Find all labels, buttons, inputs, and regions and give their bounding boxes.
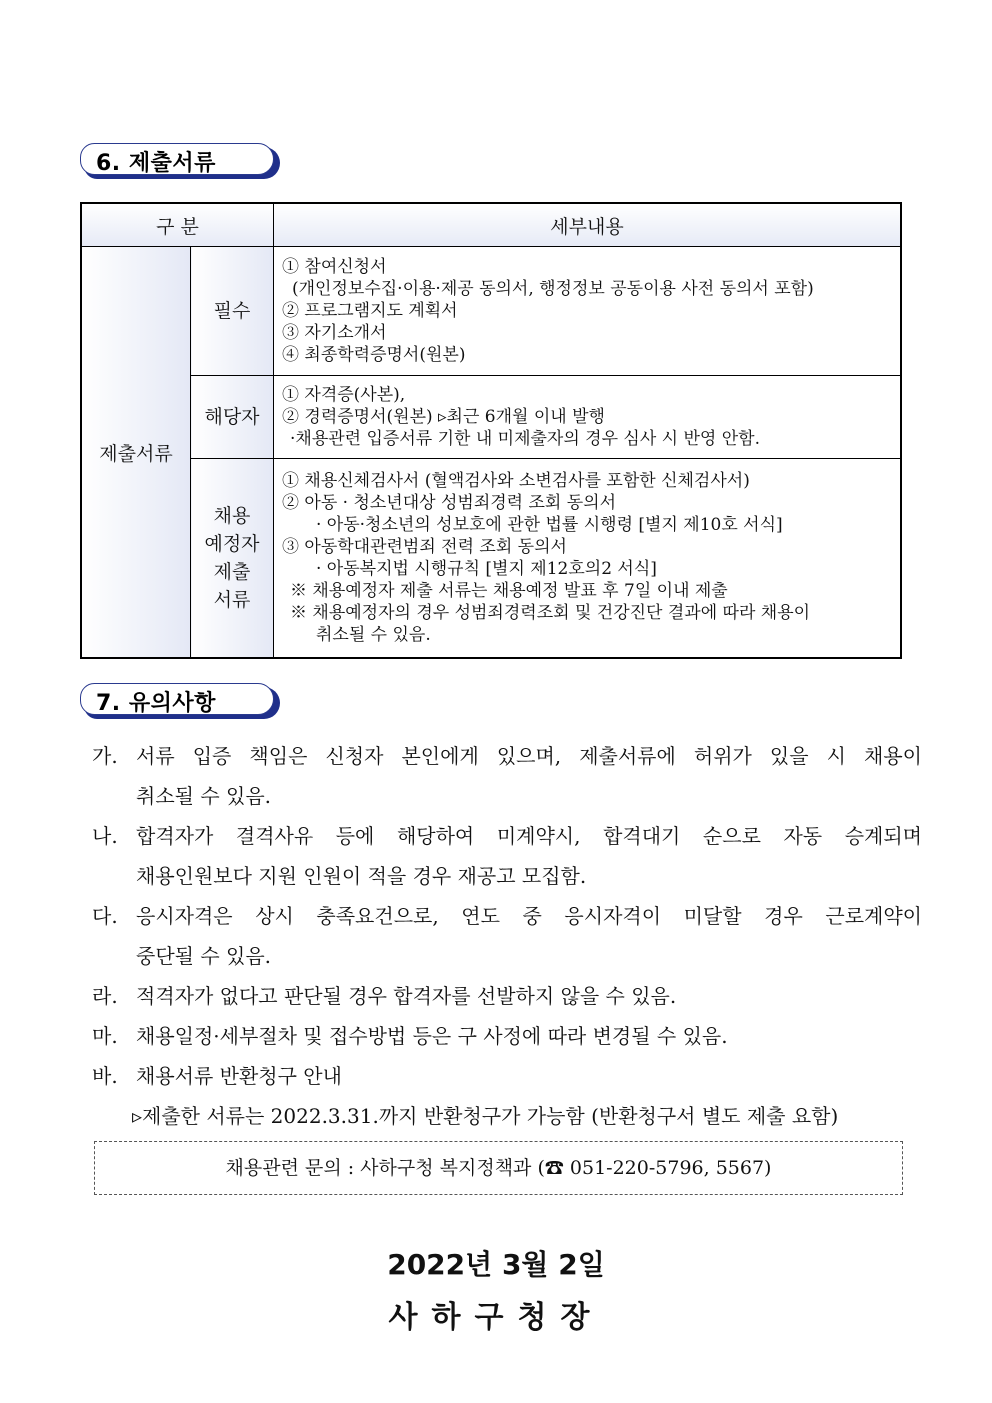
- issue-date: 2022년 3월 2일: [387, 1248, 605, 1281]
- list-item: [92, 1016, 922, 1056]
- note-text: 채용일정·세부절차 및 접수방법 등은 구 사정에 따라 변경될 수 있음.: [136, 1024, 728, 1048]
- note-marker: 바.: [92, 1064, 118, 1088]
- list-item-continuation: [92, 936, 922, 976]
- note-text: 적격자가 없다고 판단될 경우 합격자를 선발하지 않을 수 있음.: [136, 984, 677, 1008]
- row-content-applicable: ① 자격증(사본), ② 경력증명서(원본) ▹최근 6개월 이내 발행 ·채용관련 입증서류 기한 내 미제출자의 경우 심사 시 반영 안함.: [274, 376, 902, 459]
- note-marker: 라.: [92, 984, 118, 1008]
- table-row-prospective: [81, 459, 901, 659]
- header-category: 구 분: [81, 203, 274, 247]
- section-7-title: 7. 유의사항: [96, 691, 216, 716]
- list-item: [92, 976, 922, 1016]
- note-text: 채용인원보다 지원 인원이 적을 경우 재공고 모집함.: [136, 864, 587, 888]
- row-content-required: ① 참여신청서 (개인정보수집·이용·제공 동의서, 행정정보 공동이용 사전 동의서 포함) ② 프로그램지도 계획서 ③ 자기소개서 ④ 최종학력증명서(원본): [274, 247, 902, 376]
- note-text: 중단될 수 있음.: [136, 944, 271, 968]
- documents-table: [80, 202, 902, 659]
- note-marker: 다.: [92, 904, 118, 928]
- return-note: ▹제출한 서류는 2022.3.31.까지 반환청구가 가능함 (반환청구서 별도 제출 요함): [132, 1104, 839, 1128]
- table-row-required: [81, 247, 901, 376]
- table-header-row: [81, 203, 901, 247]
- section-6-title: 6. 제출서류: [96, 151, 216, 176]
- row-label-applicable: 해당자: [191, 376, 274, 459]
- section-6-header: [80, 143, 282, 181]
- list-item: [92, 736, 922, 776]
- note-marker: 마.: [92, 1024, 118, 1048]
- note-text: 합격자가 결격사유 등에 해당하여 미계약시, 합격대기 순으로 자동 승계되며: [136, 824, 922, 848]
- note-marker: 나.: [92, 824, 118, 848]
- note-text: 응시자격은 상시 충족요건으로, 연도 중 응시자격이 미달할 경우 근로계약이: [136, 904, 922, 928]
- header-detail: 세부내용: [274, 203, 902, 247]
- note-text: 취소될 수 있음.: [136, 784, 271, 808]
- list-item: [92, 1056, 922, 1096]
- row-label-prospective: 채용 예정자 제출 서류: [191, 459, 274, 659]
- list-item-continuation: [92, 776, 922, 816]
- category-cell: 제출서류: [81, 247, 191, 659]
- section-7-header: [80, 683, 282, 721]
- signature: 사하구청장: [388, 1300, 604, 1335]
- list-item-continuation: [92, 856, 922, 896]
- contact-box: 채용관련 문의 : 사하구청 복지정책과 (☎ 051-220-5796, 5567): [94, 1141, 903, 1195]
- row-content-prospective: ① 채용신체검사서 (혈액검사와 소변검사를 포함한 신체검사서) ② 아동 · 청소년대상 성범죄경력 조회 동의서 · 아동·청소년의 성보호에 관한 법률 시행령 [별지 제10호 서식] ③ 아동학대관련범죄 전력 조회 동의서 · 아동복지법 시행규칙 [별지 제12호의2 서식] ※ 채용예정자 제출 서류는 채용예정 발표 후 7일 이내 제출 ※ 채용예정자의 경우 성범죄경력조회 및 건강진단 결과에 따라 채용이 취소될 수 있음.: [274, 459, 902, 659]
- list-item: [92, 816, 922, 856]
- notes-list: [92, 736, 922, 1136]
- note-text: 서류 입증 책임은 신청자 본인에게 있으며, 제출서류에 허위가 있을 시 채용이: [136, 744, 922, 768]
- list-item: [92, 896, 922, 936]
- row-label-required: 필수: [191, 247, 274, 376]
- note-marker: 가.: [92, 744, 118, 768]
- note-text: 채용서류 반환청구 안내: [136, 1064, 342, 1088]
- table-row-applicable: [81, 376, 901, 459]
